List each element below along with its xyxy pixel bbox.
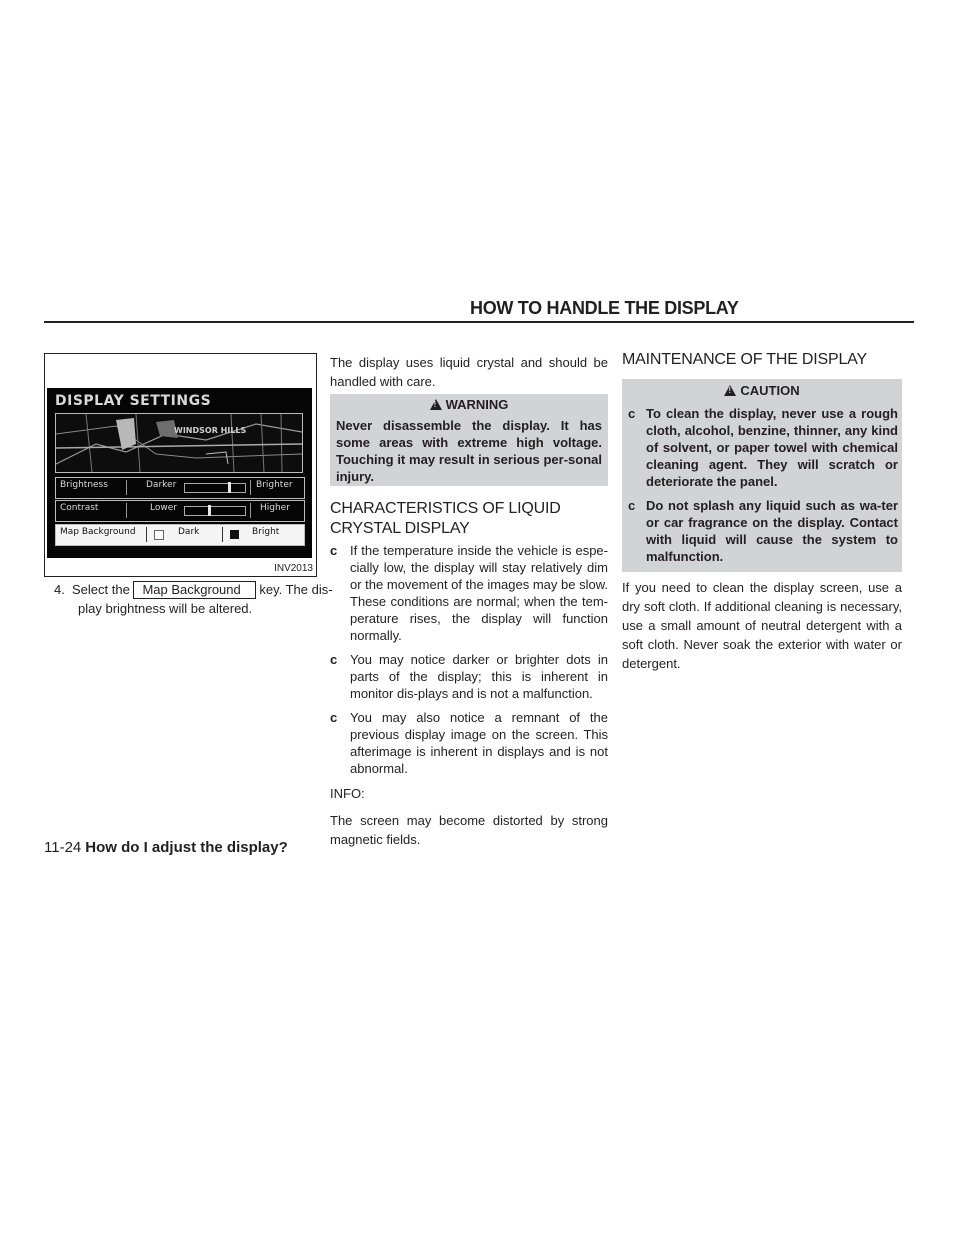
characteristics-heading	[330, 499, 608, 539]
figure-id: INV2013	[274, 563, 313, 574]
list-item: c You may also notice a remnant of the previous display image on the screen. This afterimage is inherent in displays and is not abnormal.	[330, 710, 608, 776]
maintenance-heading: MAINTENANCE OF THE DISPLAY	[622, 351, 867, 368]
page-number: 11-24	[44, 839, 82, 856]
caution-heading: !CAUTION	[622, 383, 902, 398]
brightness-slider-handle[interactable]	[228, 482, 231, 493]
row-label: Map Background	[60, 527, 136, 537]
screen-title: DISPLAY SETTINGS	[55, 393, 212, 409]
step-line-1	[72, 580, 333, 599]
caution-item: c To clean the display, never use a rough cloth, alcohol, benzine, thinner, any kind of solvent, or paper towel with chemical cleaning agent. They will scratch or deteriorate the panel.	[628, 406, 898, 489]
row-right-option: Bright	[252, 527, 280, 537]
settings-row-brightness[interactable]	[55, 477, 305, 499]
warning-box	[330, 394, 608, 486]
bullet-icon: c	[330, 710, 338, 725]
contrast-slider[interactable]	[184, 506, 246, 516]
map-place-label: WINDSOR HILLS	[174, 426, 247, 435]
page-footer	[44, 839, 288, 856]
row-divider	[126, 503, 127, 518]
row-divider	[250, 503, 251, 518]
characteristics-heading-line-2: CRYSTAL DISPLAY	[330, 520, 470, 537]
row-right-option: Higher	[260, 503, 290, 513]
display-settings-figure	[44, 353, 317, 577]
warning-icon	[430, 399, 442, 410]
chapter-title: How do I adjust the display?	[85, 839, 288, 856]
caution-icon	[724, 385, 736, 396]
bullet-icon: c	[628, 406, 636, 421]
caution-box	[622, 379, 902, 572]
step-text-after: key. The dis-	[259, 582, 333, 597]
row-divider	[146, 527, 147, 542]
contrast-slider-handle[interactable]	[208, 505, 211, 516]
bullet-icon: c	[628, 498, 636, 513]
intro-text: The display uses liquid crystal and should be handled with care.	[330, 355, 608, 389]
bright-option-checkbox[interactable]	[230, 530, 239, 539]
step-line-2: play brightness will be altered.	[78, 601, 253, 616]
row-label: Brightness	[60, 480, 108, 490]
row-left-option: Lower	[150, 503, 177, 513]
step-text-before: Select the	[72, 582, 130, 597]
brightness-slider[interactable]	[184, 483, 246, 493]
bullet-icon: c	[330, 652, 338, 667]
map-background-key[interactable]: Map Background	[133, 581, 255, 599]
section-title: HOW TO HANDLE THE DISPLAY	[470, 298, 739, 318]
settings-row-map-background[interactable]	[55, 524, 305, 546]
bullet-icon: c	[330, 543, 338, 558]
info-text: The screen may become distorted by strong magnetic fields.	[330, 813, 608, 847]
info-label: INFO:	[330, 786, 365, 801]
characteristics-list	[330, 542, 608, 849]
row-divider	[250, 480, 251, 495]
warning-heading: !WARNING	[330, 397, 608, 412]
map-lines-graphic	[56, 414, 302, 472]
caution-item: c Do not splash any liquid such as wa-ter or car fragrance on the display. Contact with liquid will cause the system to malfunction.	[628, 498, 898, 564]
map-preview	[55, 413, 303, 473]
maintenance-body: If you need to clean the display screen, use a dry soft cloth. If additional cleaning is necessary, use a small amount of neutral detergent with a soft cloth. Never soak the exterior with water or detergent.	[622, 580, 902, 671]
step-number: 4.	[54, 582, 65, 597]
warning-body: Never disassemble the display. It has some areas with extreme high voltage. Touching it may result in serious per-sonal injury.	[336, 418, 602, 484]
dark-option-checkbox[interactable]	[154, 530, 164, 540]
row-label: Contrast	[60, 503, 99, 513]
settings-row-contrast[interactable]	[55, 500, 305, 522]
row-left-option: Dark	[178, 527, 200, 537]
row-divider	[126, 480, 127, 495]
section-rule	[44, 321, 914, 323]
row-divider	[222, 527, 223, 542]
characteristics-heading-line-1: CHARACTERISTICS OF LIQUID	[330, 500, 561, 517]
row-right-option: Brighter	[256, 480, 293, 490]
row-left-option: Darker	[146, 480, 177, 490]
screen-image	[47, 388, 312, 558]
list-item: c If the temperature inside the vehicle is espe-cially low, the display will stay relatively dim or the movement of the images may be slow. These conditions are normal; when the tem-perature rises, the display will function normally.	[330, 543, 608, 643]
list-item: c You may notice darker or brighter dots in parts of the display; this is inherent in monitor dis-plays and is not a malfunction.	[330, 652, 608, 701]
